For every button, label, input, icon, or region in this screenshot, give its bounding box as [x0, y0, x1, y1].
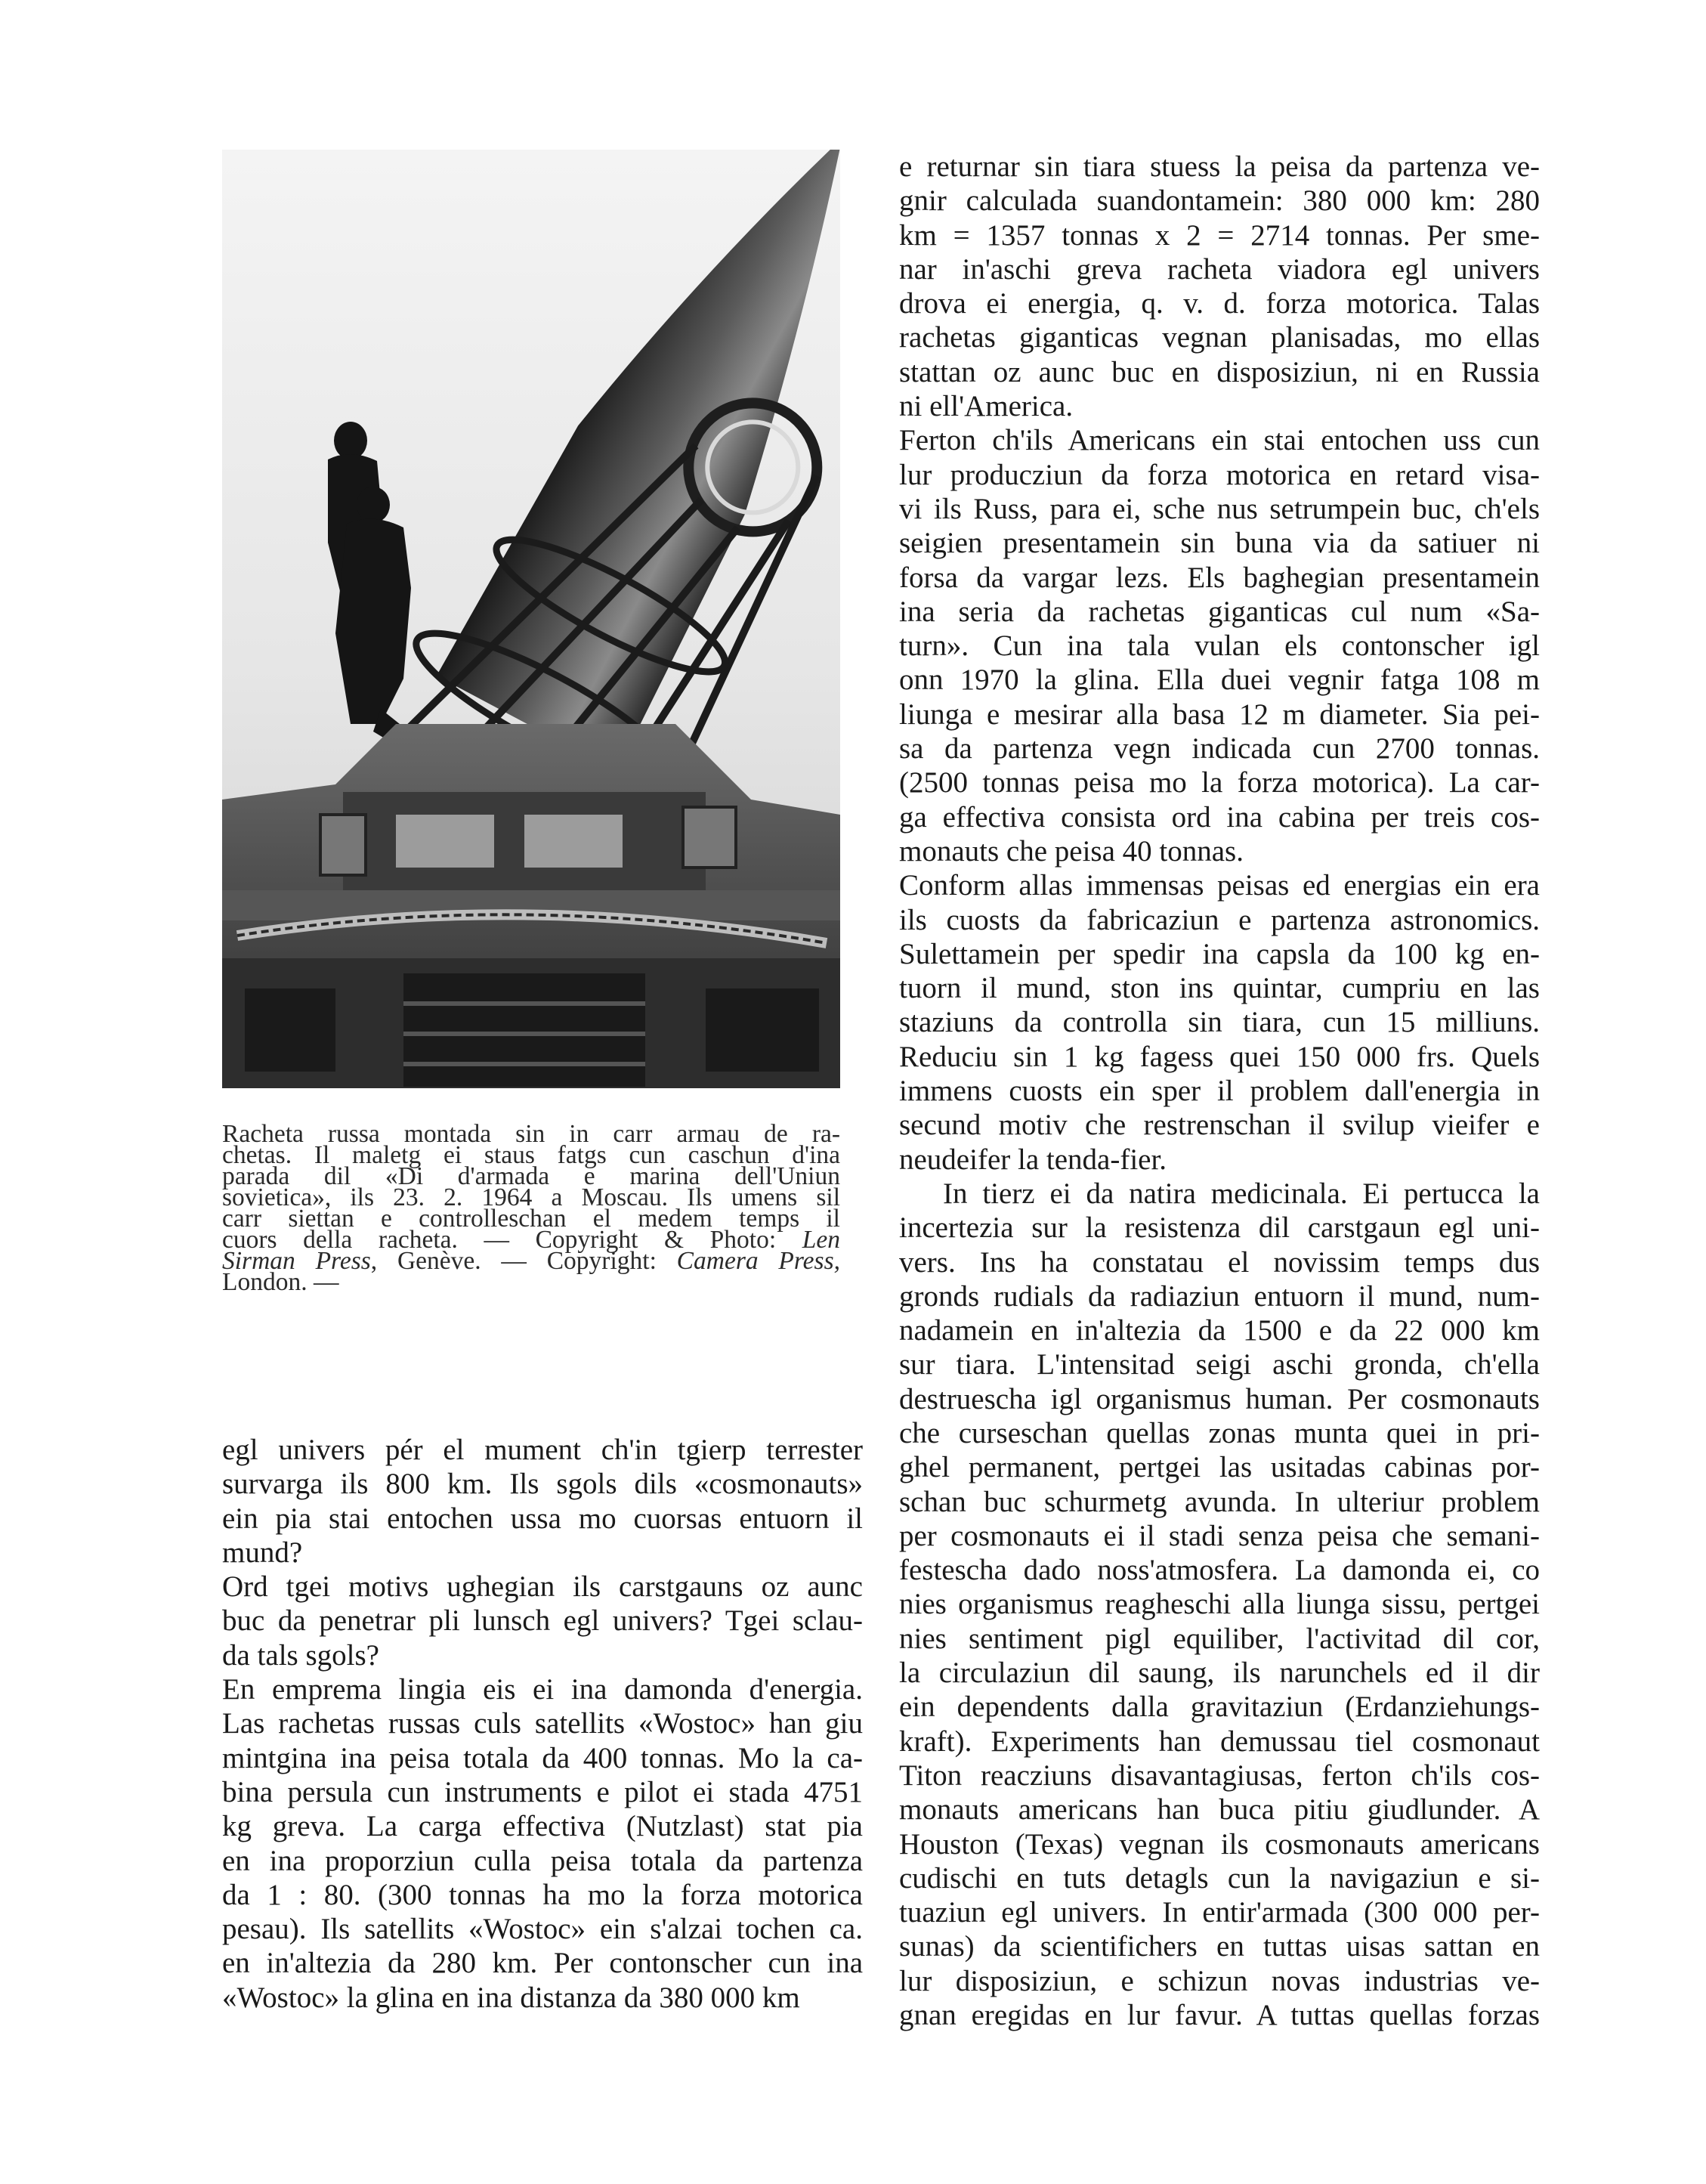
text-line: en in'altezia da 280 km. Per contonscher cun ina — [222, 1947, 863, 1980]
text-line: drova ei energia, q. v. d. forza motorica. Talas — [899, 287, 1540, 320]
text-line: seigien presentamein sin buna via da satiuer ni — [899, 527, 1540, 560]
text-line: liunga e mesirar alla basa 12 m diameter. Sia pei- — [899, 698, 1540, 731]
text-line: mund? — [222, 1536, 303, 1569]
text-line: che curseschan quellas zonas munta quei in pri- — [899, 1416, 1540, 1449]
text-line: kg greva. La carga effectiva (Nutzlast) stat pia — [222, 1810, 863, 1843]
text-line: gronds rudials da radiaziun entuorn il mund, num- — [899, 1279, 1540, 1313]
text-line: neudeifer la tenda-fier. — [899, 1143, 1167, 1176]
text-line: ein dependents dalla gravitaziun (Erdanziehungs- — [899, 1691, 1540, 1724]
text-line: ga effectiva consista ord ina cabina per treis cos- — [899, 800, 1540, 834]
caption-line: parada dil «Di d'armada e marina dell'Uniun — [222, 1162, 840, 1190]
caption-line: chetas. Il maletg ei staus fatgs cun caschun d'ina — [222, 1141, 840, 1169]
rocket-photo — [222, 150, 840, 1088]
text-line: ein pia stai entochen ussa mo cuorsas entuorn il — [222, 1502, 863, 1535]
text-line: sa da partenza vegn indicada cun 2700 tonnas. — [899, 732, 1540, 766]
caption-line: sovietica», ils 23. 2. 1964 a Moscau. Ils umens sil — [222, 1183, 840, 1211]
text-line: incertezia sur la resistenza dil carstgaun egl uni- — [899, 1211, 1540, 1245]
text-line: Ferton ch'ils Americans ein stai entochen uss cun — [899, 424, 1540, 457]
text-line: Sulettamein per spedir ina capsla da 100 kg en- — [899, 937, 1540, 970]
text-line: immens cuosts ein sper il problem dall'energia in — [899, 1075, 1540, 1108]
text-line: ina seria da rachetas giganticas cul num «Sa- — [899, 595, 1540, 628]
text-line: En emprema lingia eis ei ina damonda d'energia. — [222, 1673, 863, 1706]
credit-len: Len — [802, 1226, 840, 1254]
credit-camera: Camera Press, — [676, 1247, 840, 1275]
text-line: onn 1970 la glina. Ella duei vegnir fatga 108 m — [899, 664, 1540, 697]
text-line: nies sentiment pigl equiliber, l'activitad dil cor, — [899, 1622, 1540, 1655]
text-line: km = 1357 tonnas x 2 = 2714 tonnas. Per sme- — [899, 218, 1540, 252]
text-line: gnan eregidas en lur favur. A tuttas quellas forzas — [899, 1999, 1540, 2032]
text-line: Reduciu sin 1 kg fagess quei 150 000 frs. Quels — [899, 1040, 1540, 1073]
photo-caption — [222, 1120, 840, 1296]
text-line: kraft). Experiments han demussau tiel cosmonaut — [899, 1725, 1540, 1758]
text-line: nadamein en in'altezia da 1500 e da 22 000 km — [899, 1314, 1540, 1347]
text-line: destruescha igl organismus human. Per cosmonauts — [899, 1382, 1540, 1415]
text-line: (2500 tonnas peisa mo la forza motorica). La car- — [899, 766, 1540, 800]
text-line: «Wostoc» la glina en ina distanza da 380 000 km — [222, 1981, 800, 2014]
text-line: stattan oz aunc buc en disposiziun, ni en Russia — [899, 355, 1540, 388]
text-line: Las rachetas russas culs satellits «Wostoc» han giu — [222, 1707, 863, 1740]
text-line: en ina proporziun culla peisa totala da partenza — [222, 1844, 863, 1877]
text-line: ni ell'America. — [899, 390, 1074, 423]
text-line: lur disposiziun, e schizun novas industrias ve- — [899, 1964, 1540, 1997]
text-line: ghel permanent, pertgei las usitadas cabinas por- — [899, 1451, 1540, 1484]
left-column — [222, 1433, 863, 2015]
text-line: Houston (Texas) vegnan ils cosmonauts americans — [899, 1827, 1540, 1861]
text-line: tuorn il mund, ston ins quintar, cumpriu en las — [899, 972, 1540, 1005]
text-line: staziuns da controlla sin tiara, cun 15 milliuns. — [899, 1006, 1540, 1039]
text-line: la circulaziun dil saung, ils narunchels ed il dir — [899, 1657, 1540, 1690]
text-line: In tierz ei da natira medicinala. Ei pertucca la — [943, 1177, 1540, 1210]
text-line: bina persula cun instruments e pilot ei stada 4751 — [222, 1775, 863, 1808]
text-line: da tals sgols? — [222, 1638, 379, 1672]
text-line: gnir calculada suandontamein: 380 000 km: 280 — [899, 184, 1540, 218]
text-line: per cosmonauts ei il stadi senza peisa che semani- — [899, 1519, 1540, 1552]
right-column — [899, 150, 1540, 2032]
text-line: tuaziun egl univers. In entir'armada (300 000 per- — [899, 1896, 1540, 1929]
text-line: rachetas giganticas vegnan planisadas, mo ellas — [899, 321, 1540, 354]
text-line: buc da penetrar pli lunsch egl univers? Tgei sclau- — [222, 1604, 863, 1638]
text-line: egl univers pér el mument ch'in tgierp terrester — [222, 1434, 863, 1466]
text-line: nies organismus reagheschi alla liunga sissu, pertgei — [899, 1588, 1540, 1621]
text-line: Titon reacziuns disavantagiusas, ferton ch'ils cos- — [899, 1759, 1540, 1792]
text-line: pesau). Ils satellits «Wostoc» ein s'alzai tochen ca. — [222, 1913, 863, 1946]
text-line: ils cuosts da fabricaziun e partenza astronomics. — [899, 903, 1540, 936]
text-line: mintgina ina peisa totala da 400 tonnas. Mo la ca- — [222, 1741, 863, 1774]
text-line: schan buc schurmetg avunda. In ulteriur problem — [899, 1485, 1540, 1518]
text-line: da 1 : 80. (300 tonnas ha mo la forza motorica — [222, 1878, 863, 1911]
caption-line: Racheta russa montada sin in carr armau de ra- — [222, 1120, 840, 1148]
text-line: festescha dado noss'atmosfera. La damonda ei, co — [899, 1554, 1540, 1587]
text-line: vi ils Russ, para ei, sche nus setrumpein buc, ch'els — [899, 492, 1540, 525]
rocket-photo-illustration — [222, 150, 840, 1088]
text-line: cudischi en tuts detagls cun la navigaziun e si- — [899, 1861, 1540, 1895]
text-line: nar in'aschi greva racheta viadora egl univers — [899, 252, 1540, 286]
text-line: survarga ils 800 km. Ils sgols dils «cosmonauts» — [222, 1468, 863, 1501]
text-line: e returnar sin tiara stuess la peisa da partenza ve- — [899, 150, 1540, 183]
text-line: Ord tgei motivs ughegian ils carstgauns oz aunc — [222, 1570, 863, 1604]
text-line: lur producziun da forza motorica en retard visa- — [899, 458, 1540, 491]
text-line: secund motiv che restrenschan il svilup vieifer e — [899, 1109, 1540, 1142]
text-line: vers. Ins ha constatau el novissim temps dus — [899, 1245, 1540, 1279]
text-line: Conform allas immensas peisas ed energias ein era — [899, 869, 1540, 902]
text-line: monauts che peisa 40 tonnas. — [899, 834, 1244, 868]
text-line: sunas) da scientifichers en tuttas uisas sattan en — [899, 1930, 1540, 1963]
text-line: sur tiara. L'intensitad seigi aschi gronda, ch'ella — [899, 1348, 1540, 1381]
text-line: monauts americans han buca pitiu giudlunder. A — [899, 1793, 1540, 1827]
credit-sirman: Sirman Press — [222, 1247, 371, 1275]
text-line: forsa da vargar lezs. Els baghegian presentamein — [899, 561, 1540, 594]
caption-line: , Genève. — Copyright: — [370, 1247, 677, 1275]
caption-line: cuors della racheta. — Copyright & Photo: — [222, 1226, 802, 1254]
caption-line: London. — — [222, 1268, 339, 1296]
caption-line: carr siettan e controlleschan el medem temps il — [222, 1205, 840, 1233]
text-line: turn». Cun ina tala vulan els contonscher igl — [899, 630, 1540, 663]
